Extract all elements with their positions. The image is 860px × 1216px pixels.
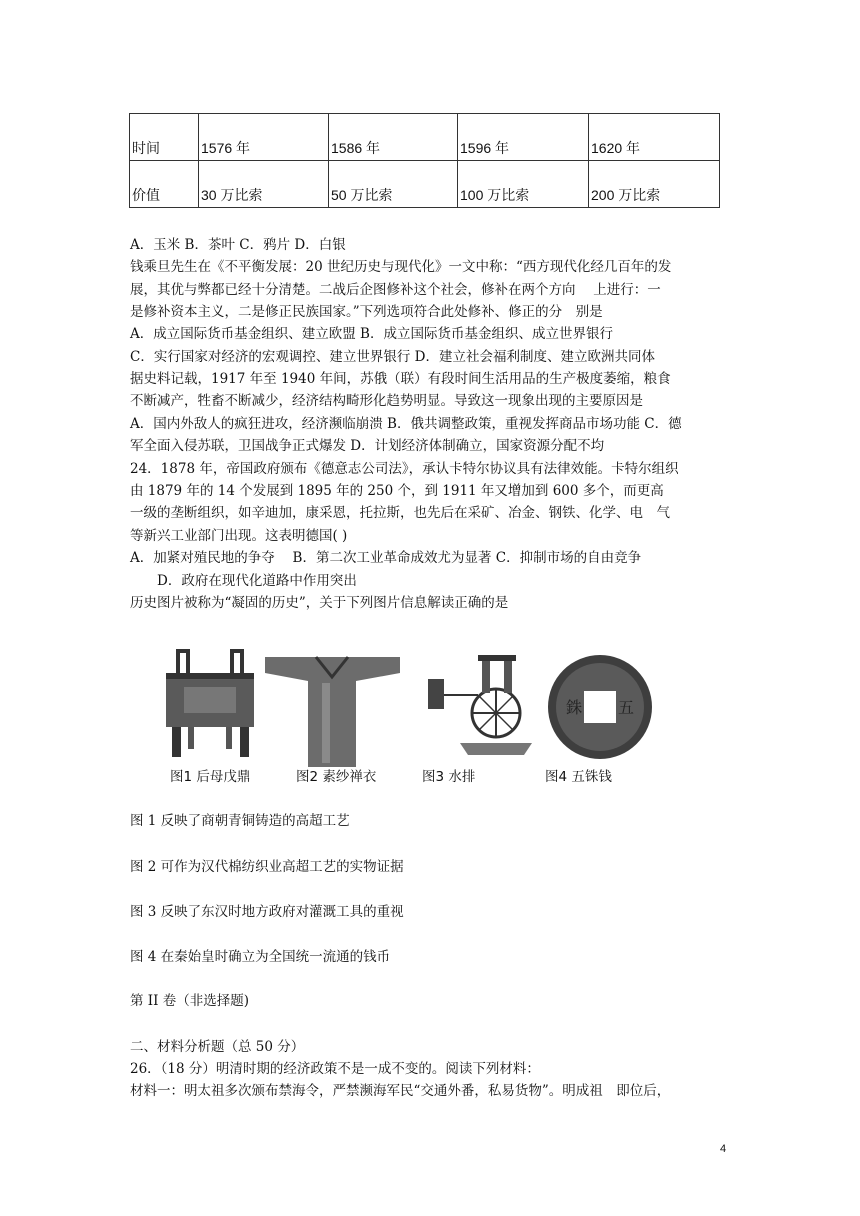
answer-options-line: A．国内外敌人的疯狂进攻，经济濒临崩溃 B．俄共调整政策，重视发挥商品市场功能 C．德 xyxy=(130,416,682,432)
answer-options-line: 军全面入侵苏联，卫国战争正式爆发 D．计划经济体制确立，国家资源分配不均 xyxy=(130,438,605,454)
question-26-line: 材料一：明太祖多次颁布禁海令，严禁濒海军民“交通外番，私易货物”。明成祖 即位后， xyxy=(130,1083,671,1099)
ding-vessel-image xyxy=(166,651,254,757)
svg-text:銖: 銖 xyxy=(566,698,583,717)
table-row xyxy=(130,114,720,161)
question-text-line: 由 1879 年的 14 个发展到 1895 年的 250 个，到 1911 年又增加到 600 多个，而更高 xyxy=(130,483,664,499)
gauze-garment-image xyxy=(265,657,400,767)
table-cell: 200 万比索 xyxy=(591,187,661,203)
table-row xyxy=(130,161,720,208)
question-26-line: 26．（18 分）明清时期的经济政策不是一成不变的。阅读下列材料： xyxy=(130,1061,540,1077)
water-bellows-image xyxy=(428,655,532,755)
wuzhu-coin-image xyxy=(548,655,652,759)
table-cell: 时间 xyxy=(132,140,160,156)
question-text-line: 历史图片被称为“凝固的历史”，关于下列图片信息解读正确的是 xyxy=(130,595,509,611)
answer-options-line: C．实行国家对经济的宏观调控、建立世界银行 D．建立社会福利制度、建立欧洲共同体 xyxy=(130,349,655,365)
question-text-line: 不断减产，牲畜不断减少，经济结构畸形化趋势明显。导致这一现象出现的主要原因是 xyxy=(130,393,643,409)
question-text-line: 钱乘旦先生在《不平衡发展：20 世纪历史与现代化》一文中称：“西方现代化经几百年的发 xyxy=(130,259,672,275)
table-cell: 价值 xyxy=(132,187,160,203)
answer-options-line: A．成立国际货币基金组织、建立欧盟 B．成立国际货币基金组织、成立世界银行 xyxy=(130,326,613,342)
page-number: 4 xyxy=(720,1143,727,1155)
question-text-line: 24．1878 年，帝国政府颁布《德意志公司法》，承认卡特尔协议具有法律效能。卡特尔组织 xyxy=(130,461,679,477)
figure-option-line: 图 1 反映了商朝青铜铸造的高超工艺 xyxy=(130,813,350,829)
table-cell: 50 万比索 xyxy=(331,187,393,203)
figure-caption: 图4 五铢钱 xyxy=(545,769,612,785)
table-cell: 30 万比索 xyxy=(201,187,263,203)
table-cell: 100 万比索 xyxy=(460,187,530,203)
answer-options-line: D．政府在现代化道路中作用突出 xyxy=(130,573,357,589)
figure-caption: 图1 后母戊鼎 xyxy=(170,769,251,785)
answer-options-line: A．玉米 B．茶叶 C．鸦片 D．白银 xyxy=(130,237,346,253)
svg-text:五: 五 xyxy=(618,698,635,717)
table-cell: 1576 年 xyxy=(201,140,251,156)
answer-options-line: A．加紧对殖民地的争夺 B．第二次工业革命成效尤为显著 C．抑制市场的自由竞争 xyxy=(130,550,642,566)
section-title: 第 II 卷（非选择题) xyxy=(130,993,250,1009)
question-text-line: 展，其优与弊都已经十分清楚。二战后企图修补这个社会，修补在两个方向 上进行：一 xyxy=(130,282,661,298)
question-text-line: 是修补资本主义，二是修正民族国家。”下列选项符合此处修补、修正的分 别是 xyxy=(130,304,603,320)
subsection-title: 二、材料分析题（总 50 分） xyxy=(130,1039,305,1055)
figure-option-line: 图 3 反映了东汉时地方政府对灌溉工具的重视 xyxy=(130,904,404,920)
figure-caption: 图2 素纱禅衣 xyxy=(296,769,377,785)
question-text-line: 等新兴工业部门出现。这表明德国( ) xyxy=(130,528,348,544)
price-table xyxy=(129,113,720,208)
figure-option-line: 图 2 可作为汉代棉纺织业高超工艺的实物证据 xyxy=(130,859,404,875)
table-cell: 1620 年 xyxy=(591,140,641,156)
figure-caption: 图3 水排 xyxy=(422,769,476,785)
table-cell: 1586 年 xyxy=(331,140,381,156)
table-cell: 1596 年 xyxy=(460,140,510,156)
question-text-line: 一级的垄断组织，如辛迪加，康采恩，托拉斯，也先后在采矿、冶金、钢铁、化学、电 气 xyxy=(130,505,670,521)
figure-option-line: 图 4 在秦始皇时确立为全国统一流通的钱币 xyxy=(130,949,391,965)
question-text-line: 据史料记载，1917 年至 1940 年间，苏俄（联）有段时间生活用品的生产极度萎缩，粮食 xyxy=(130,371,671,387)
